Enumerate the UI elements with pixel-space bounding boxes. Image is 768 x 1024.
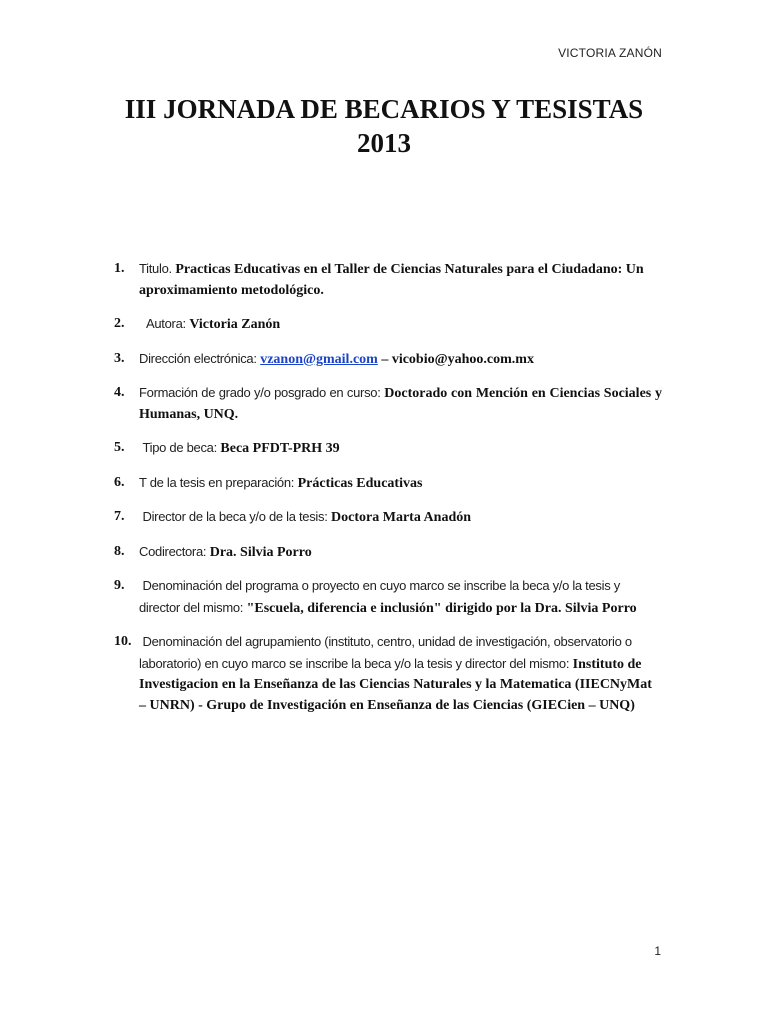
item-label: Director de la beca y/o de la tesis: <box>142 509 328 524</box>
item-value: Victoria Zanón <box>189 317 281 332</box>
item-value: Instituto de Investigacion en la Enseñanza de las Ciencias Naturales y la Matematica (IIECNyMat – UNRN) - Grupo de Investigación en Enseñanza de las Ciencias (GIECien – UNQ) <box>139 656 652 713</box>
item-number: 6. <box>114 474 125 490</box>
document-title <box>0 92 768 160</box>
item-label: Dirección electrónica: <box>139 350 257 366</box>
item-number: 1. <box>114 261 125 276</box>
item-label: Denominación del programa o proyecto en cuyo marco se inscribe la beca y/o la tesis y director del mismo: <box>139 578 620 615</box>
item-value: Doctora Marta Anadón <box>331 510 472 525</box>
list-item-thesis <box>114 473 662 495</box>
item-value: Practicas Educativas en el Taller de Ciencias Naturales para el Ciudadano: Un aproximamiento metodológico. <box>139 262 644 298</box>
item-value: Dra. Silvia Porro <box>209 544 312 560</box>
item-number: 5. <box>114 440 125 455</box>
title-line-1: III JORNADA DE BECARIOS Y TESISTAS <box>124 94 644 124</box>
list-item-codirector <box>114 542 662 564</box>
list-item-director <box>114 507 662 529</box>
item-number: 3. <box>114 350 125 366</box>
item-number: 9. <box>114 578 125 593</box>
item-value: Beca PFDT-PRH 39 <box>220 441 340 456</box>
list-item-scholarship-type <box>114 438 662 460</box>
email-link-primary[interactable]: vzanon@gmail.com <box>260 351 378 367</box>
page-number: 1 <box>654 944 661 958</box>
item-label: Formación de grado y/o posgrado en curso: <box>139 385 381 400</box>
list-item-author <box>114 314 662 336</box>
item-number: 7. <box>114 509 125 524</box>
item-label: Tipo de beca: <box>142 440 217 455</box>
list-item-email <box>114 349 662 371</box>
title-line-2: 2013 <box>357 128 411 158</box>
item-value: "Escuela, diferencia e inclusión" dirigido por la Dra. Silvia Porro <box>246 600 637 616</box>
header-author: VICTORIA ZANÓN <box>558 46 662 60</box>
item-label: Titulo. <box>139 261 172 276</box>
email-secondary: vicobio@yahoo.com.mx <box>391 351 534 367</box>
list-item-degree <box>114 383 662 425</box>
item-number: 4. <box>114 385 125 400</box>
item-label: Autora: <box>146 316 186 331</box>
item-value: Doctorado con Mención en Ciencias Sociales y Humanas, UNQ. <box>139 386 662 422</box>
info-list <box>114 259 662 716</box>
item-value: Prácticas Educativas <box>297 475 423 491</box>
item-number: 2. <box>114 316 125 331</box>
email-separator: – <box>381 351 389 367</box>
list-item-title <box>114 259 662 301</box>
list-item-program <box>114 576 662 619</box>
item-label: T de la tesis en preparación: <box>139 474 295 490</box>
item-label: Codirectora: <box>139 543 207 559</box>
item-number: 8. <box>114 543 125 559</box>
item-label: Denominación del agrupamiento (instituto, centro, unidad de investigación, observatorio o laboratorio) en cuyo marco se inscribe la beca y/o la tesis y director del mismo: <box>139 634 632 671</box>
item-number: 10. <box>114 634 132 649</box>
list-item-institution <box>114 632 662 716</box>
